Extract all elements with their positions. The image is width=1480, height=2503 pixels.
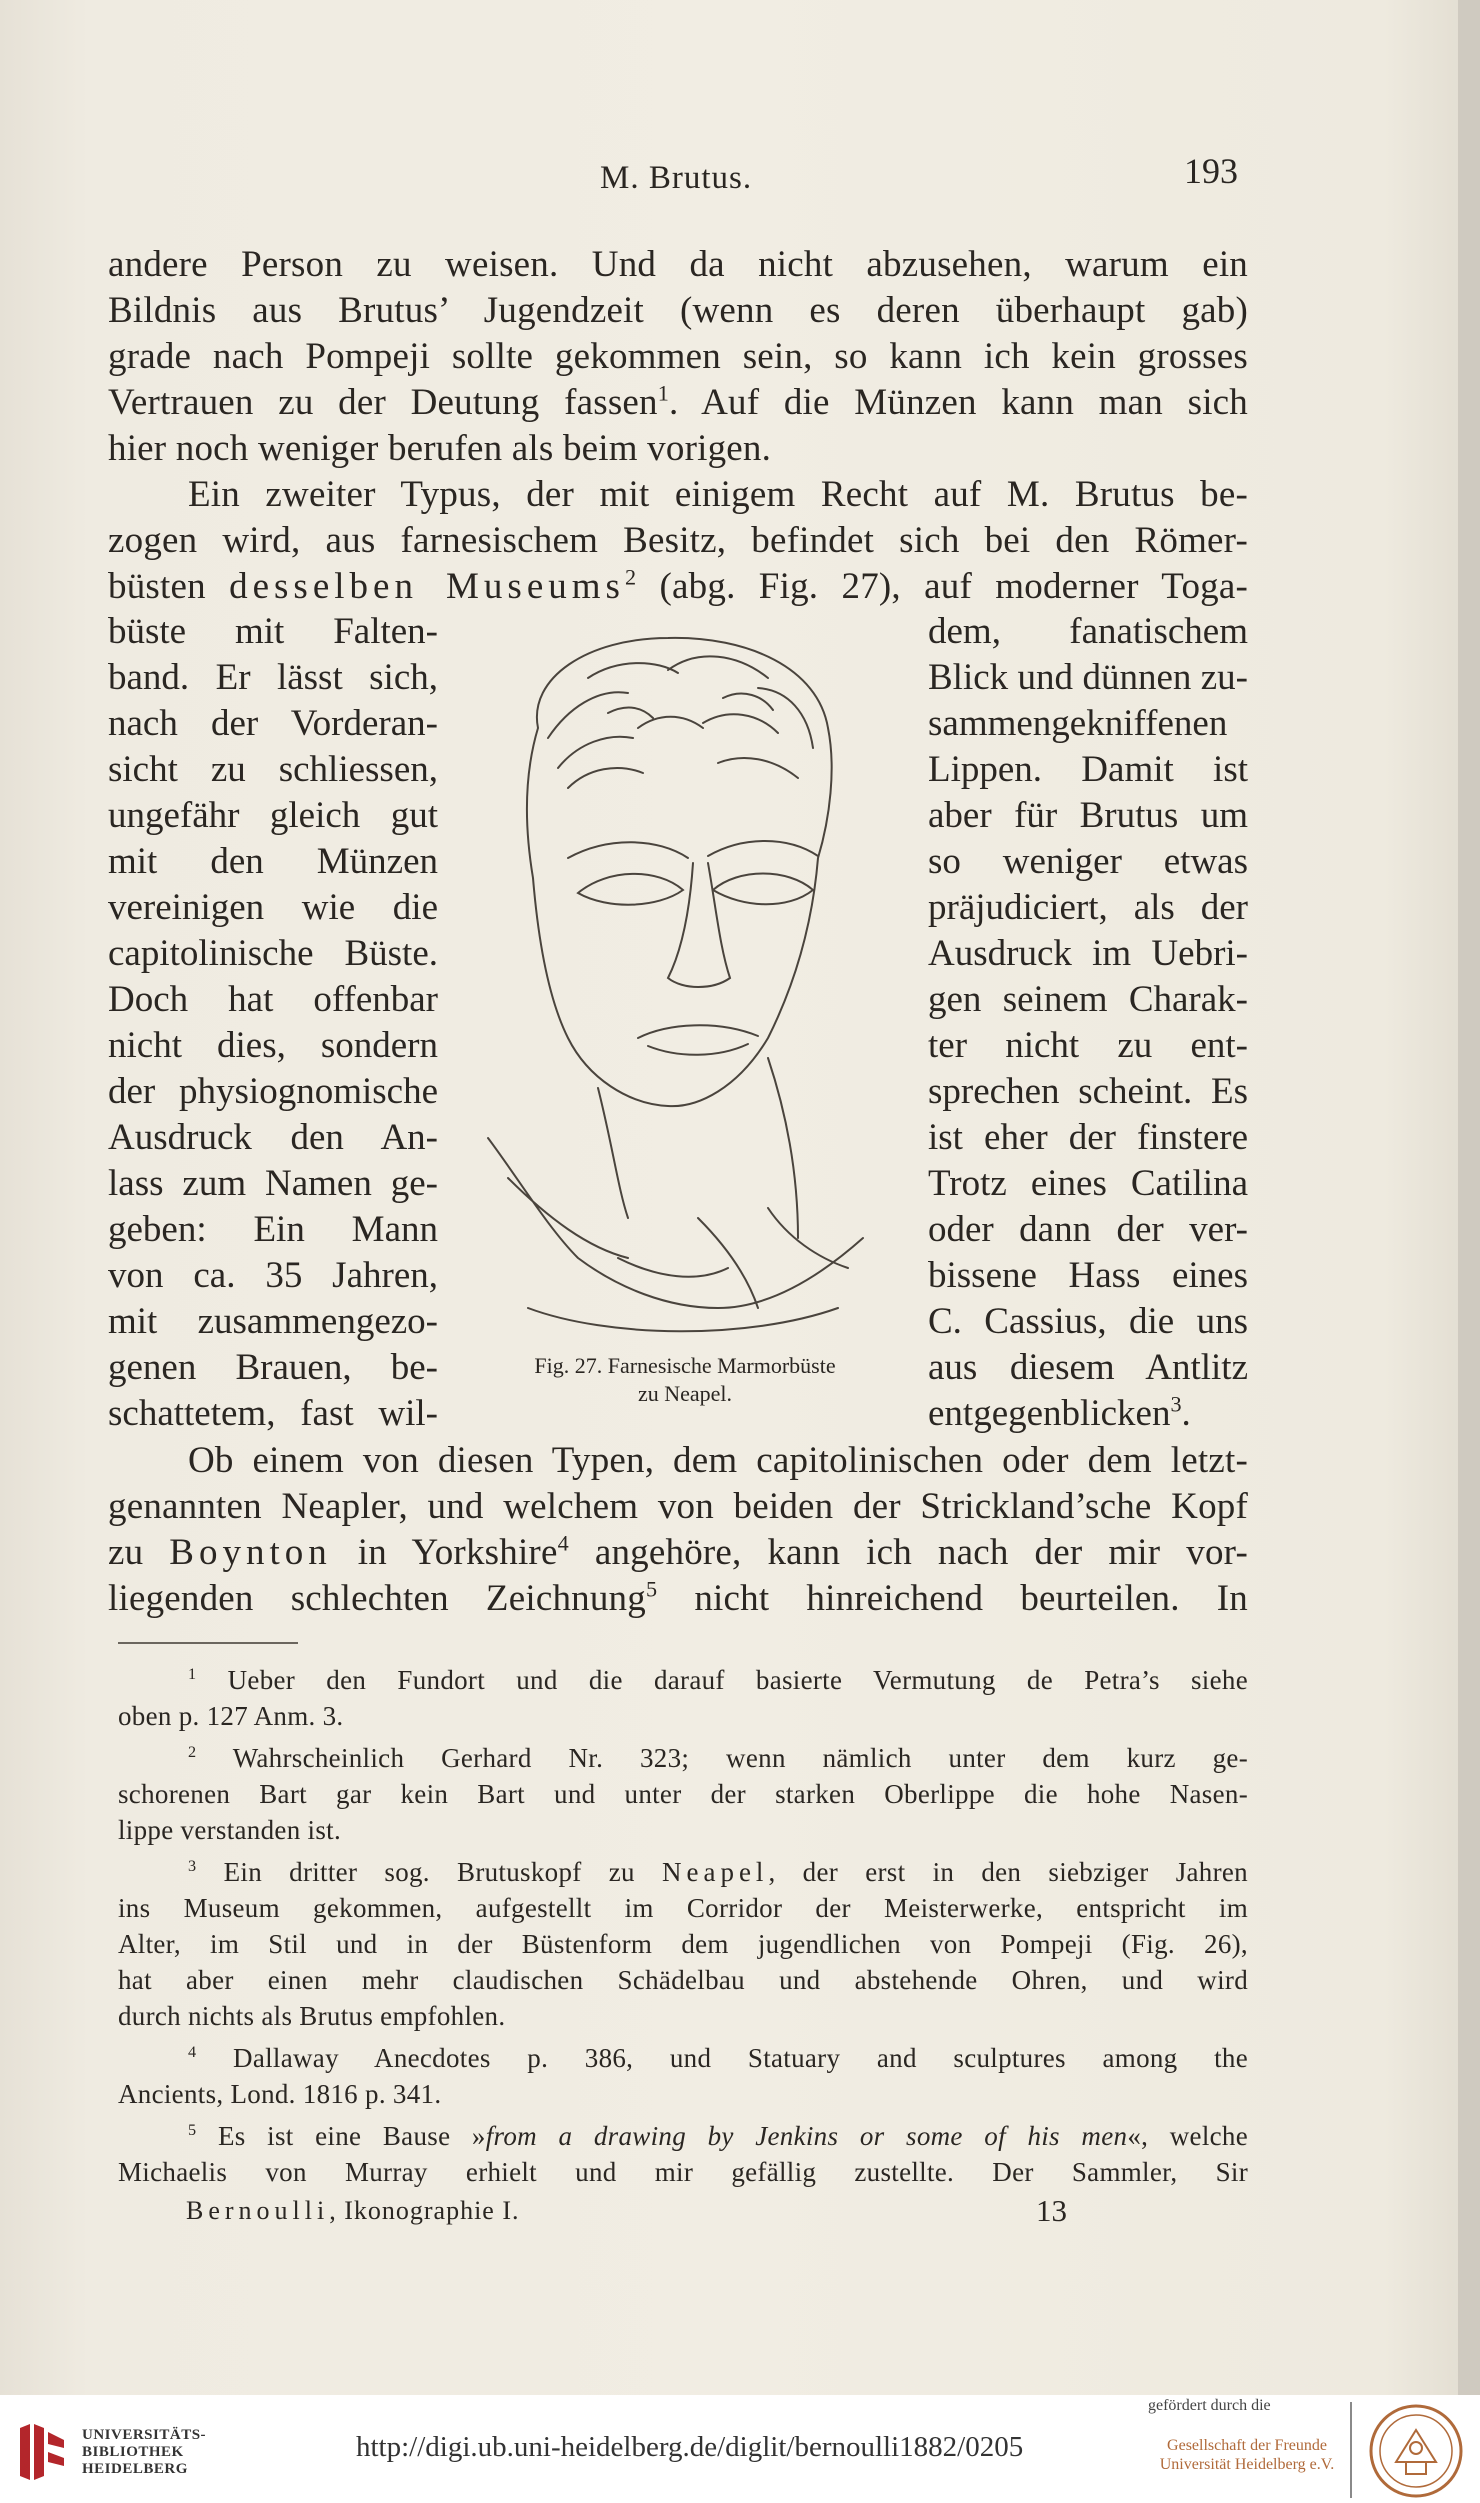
footnote-ref[interactable]: 1 xyxy=(657,380,670,406)
footnote-2-cont: schorenen Bart gar kein Bart und unter der starken Oberlippe die hohe Nasen- xyxy=(118,1779,1248,1809)
signature-mark: Bernoulli, Ikonographie I. xyxy=(186,2196,520,2225)
right-column-line: entgegenblicken$^3$. xyxy=(928,1391,1191,1434)
signature-number: 13 xyxy=(1036,2193,1067,2228)
right-column-line: dem, fanatischem xyxy=(928,611,1248,652)
footnote-4: $^4$ Dallaway Anecdotes p. 386, und Statuary and sculptures among the xyxy=(188,2043,1248,2073)
left-column-line: von ca. 35 Jahren, xyxy=(108,1255,438,1296)
right-column-line: ist eher der finstere xyxy=(928,1117,1248,1158)
running-head: M. Brutus. xyxy=(600,160,753,196)
left-column-line: mit den Münzen xyxy=(108,841,438,882)
right-column-line: so weniger etwas xyxy=(928,841,1248,882)
body-line: andere Person zu weisen. Und da nicht abzusehen, warum ein xyxy=(108,244,1248,285)
left-column-line: nach der Vorderan- xyxy=(108,703,438,744)
body-line: Ein zweiter Typus, der mit einigem Recht auf M. Brutus be- xyxy=(188,474,1248,515)
body-line: zogen wird, aus farnesischem Besitz, befindet sich bei den Römer- xyxy=(108,520,1248,561)
right-column-line: ter nicht zu ent- xyxy=(928,1025,1248,1066)
university-library-name: UNIVERSITÄTS- BIBLIOTHEK HEIDELBERG xyxy=(82,2427,207,2477)
left-column-line: genen Brauen, be- xyxy=(108,1347,438,1388)
body-line: genannten Neapler, und welchem von beiden der Strickland’sche Kopf xyxy=(108,1486,1248,1527)
marble-bust-illustration xyxy=(468,618,898,1358)
right-column-line: oder dann der ver- xyxy=(928,1209,1248,1250)
right-column-line: C. Cassius, die uns xyxy=(928,1301,1248,1342)
university-seal-icon xyxy=(1366,2402,1466,2500)
toga-drapery xyxy=(488,1138,863,1308)
nose xyxy=(668,863,730,987)
footnote-1: $^1$ Ueber den Fundort und die darauf basierte Vermutung de Petra’s siehe xyxy=(188,1665,1248,1695)
figure-caption: Fig. 27. Farnesische Marmorbüste zu Neapel. xyxy=(534,1353,836,1406)
left-column-line: schattetem, fast wil- xyxy=(108,1393,438,1434)
page-edge xyxy=(1458,0,1480,2395)
sponsor-label: gefördert durch die xyxy=(1148,2397,1271,2414)
footnote-4-cont: Ancients, Lond. 1816 p. 341. xyxy=(118,2079,442,2109)
footnote-3-cont: ins Museum gekommen, aufgestellt im Corridor der Meisterwerke, entspricht im xyxy=(118,1893,1248,1923)
left-column-line: der physiognomische xyxy=(108,1071,438,1112)
body-line: Vertrauen zu der Deutung fassen$^1$. Auf die Münzen kann man sich xyxy=(108,380,1248,423)
footnote-3-cont: hat aber einen mehr claudischen Schädelbau und abstehende Ohren, und wird xyxy=(118,1965,1248,1995)
footnote-3-cont: Alter, im Stil und in der Büstenform dem jugendlichen von Pompeji (Fig. 26), xyxy=(118,1929,1248,1959)
left-eye xyxy=(578,874,683,905)
footnote-5: $^5$ Es ist eine Bause »from a drawing by Jenkins or some of his men«, welche xyxy=(188,2121,1248,2151)
right-column-line: bissene Hass eines xyxy=(928,1255,1248,1296)
footnote-ref[interactable]: 5 xyxy=(645,1576,658,1602)
permalink-url[interactable]: http://digi.ub.uni-heidelberg.de/diglit/bernoulli1882/0205 xyxy=(356,2431,1024,2463)
footnote-5-cont: Michaelis von Murray erhielt und mir gefällig zustellte. Der Sammler, Sir xyxy=(118,2157,1248,2187)
left-column-line: band. Er lässt sich, xyxy=(108,657,438,698)
right-column-line: Blick und dünnen zu- xyxy=(928,657,1248,698)
footnote-ref[interactable]: 4 xyxy=(557,1530,569,1556)
right-column-line: gen seinem Charak- xyxy=(928,979,1248,1020)
left-column-line: lass zum Namen ge- xyxy=(108,1163,438,1204)
left-column-line: Doch hat offenbar xyxy=(108,979,438,1020)
right-column-line: sammengekniffenen xyxy=(928,703,1228,744)
left-column-line: geben: Ein Mann xyxy=(108,1209,438,1250)
hair-curls xyxy=(548,656,813,788)
sponsor-divider xyxy=(1350,2402,1352,2498)
right-column-line: präjudiciert, als der xyxy=(928,887,1248,928)
bust-base xyxy=(528,1308,838,1331)
left-column-line: büste mit Falten- xyxy=(108,611,438,652)
left-column-line: Ausdruck den An- xyxy=(108,1117,438,1158)
left-column-line: mit zusammengezo- xyxy=(108,1301,438,1342)
right-column-line: Lippen. Damit ist xyxy=(928,749,1248,790)
sponsor-name[interactable]: Gesellschaft der Freunde Universität Heidelberg e.V. xyxy=(1159,2437,1335,2473)
right-column-line: Trotz eines Catilina xyxy=(928,1163,1248,1204)
university-library-logo-icon[interactable] xyxy=(14,2418,70,2486)
left-column-line: sicht zu schliessen, xyxy=(108,749,438,790)
footnote-ref[interactable]: 3 xyxy=(1170,1391,1182,1417)
head-outline xyxy=(527,638,832,1106)
right-column-line: aus diesem Antlitz xyxy=(928,1347,1248,1388)
right-column-line: aber für Brutus um xyxy=(928,795,1248,836)
body-line: liegenden schlechten Zeichnung$^5$ nicht hinreichend beurteilen. In xyxy=(108,1576,1249,1619)
body-line: Ob einem von diesen Typen, dem capitolinischen oder dem letzt- xyxy=(188,1440,1248,1481)
footnote-2-cont: lippe verstanden ist. xyxy=(118,1815,341,1845)
body-line: Bildnis aus Brutus’ Jugendzeit (wenn es deren überhaupt gab) xyxy=(108,290,1248,331)
right-column-line: sprechen scheint. Es xyxy=(928,1071,1248,1112)
right-column-line: Ausdruck im Uebri- xyxy=(928,933,1248,974)
footnote-1-cont: oben p. 127 Anm. 3. xyxy=(118,1701,344,1731)
footnote-ref[interactable]: 2 xyxy=(624,564,637,590)
footnote-3: $^3$ Ein dritter sog. Brutuskopf zu Neapel, der erst in den siebziger Jahren xyxy=(188,1857,1248,1887)
body-line: büsten desselben Museums$^2$ (abg. Fig. 27), auf moderner Toga- xyxy=(108,564,1249,607)
body-line: zu Boynton in Yorkshire$^4$ angehöre, kann ich nach der mir vor- xyxy=(108,1530,1248,1573)
footnote-3-cont: durch nichts als Brutus empfohlen. xyxy=(118,2001,506,2031)
left-column-line: nicht dies, sondern xyxy=(108,1025,438,1066)
left-column-line: capitolinische Büste. xyxy=(108,933,438,974)
left-column-line: ungefähr gleich gut xyxy=(108,795,438,836)
body-line: hier noch weniger berufen als beim vorigen. xyxy=(108,428,772,469)
body-line: grade nach Pompeji sollte gekommen sein, so kann ich kein grosses xyxy=(108,336,1248,377)
brow xyxy=(568,841,818,858)
right-eye xyxy=(713,874,813,905)
page-number: 193 xyxy=(1184,151,1238,191)
mouth xyxy=(638,1025,758,1054)
footnote-rule xyxy=(118,1642,298,1644)
footnote-2: $^2$ Wahrscheinlich Gerhard Nr. 323; wenn nämlich unter dem kurz ge- xyxy=(188,1743,1248,1773)
neck xyxy=(598,1058,798,1238)
left-column-line: vereinigen wie die xyxy=(108,887,438,928)
